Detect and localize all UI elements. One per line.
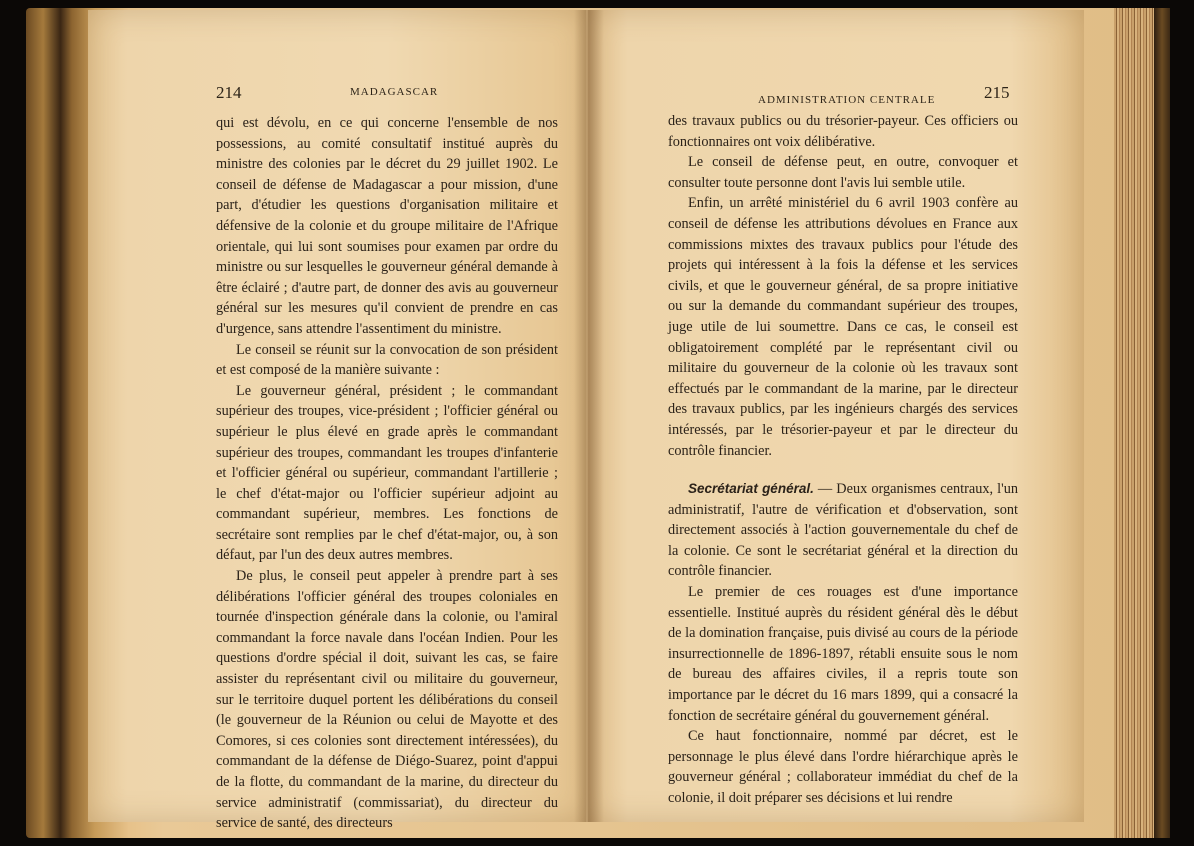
paragraph: qui est dévolu, en ce qui concerne l'ensemble de nos possessions, au comité consultatif institué auprès du ministre des colonies par le décret du 29 juillet 1902. Le conseil de défense de Madagascar a pour mission, d'une part, d'étudier les questions d'organisation militaire et défensive de la colonie et du groupe militaire de l'Afrique orientale, qui lui sont soumises pour examen par ordre du ministre ou sur lesquelles le gouverneur général demande à être éclairé ; d'autre part, de donner des avis au gouverneur général sur les mesures qu'il convient de prendre en cas d'urgence, sans attendre l'assentiment du ministre. — [216, 115, 558, 337]
paragraph: Le premier de ces rouages est d'une importance essentielle. Institué auprès du résident général dès le début de la domination française, puis divisé au cours de la période insurrectionnelle de 1896-1897, rétabli ensuite sous le nom de bureau des affaires civiles, il a repris toute son importance par le décret du 16 mars 1899, qui a consacré la fonction de secrétaire général du gouvernement général. — [668, 584, 1018, 724]
paragraph: Le gouverneur général, président ; le commandant supérieur des troupes, vice-président ; l'officier général ou supérieur le plus élevé en grade après le commandant supérieur des troupes, commandant les troupes d'infanterie et l'officier général ou supérieur, commandant l'artillerie ; le chef d'état-major ou l'officier supérieur adjoint au commandant supérieur, membres. Les fonctions de secrétaire sont remplies par le chef d'état-major, ou, à son défaut, par l'un des deux autres membres. — [216, 382, 558, 564]
right-page-number: 215 — [984, 83, 1010, 102]
book-cover-edge — [1154, 8, 1170, 838]
left-running-head: MADAGASCAR — [350, 86, 439, 98]
left-page-number: 214 — [216, 83, 242, 102]
paragraph: Le conseil se réunit sur la convocation de son président et est composé de la manière suivante : — [216, 341, 558, 379]
book-gutter — [574, 10, 604, 822]
right-running-head: ADMINISTRATION CENTRALE — [758, 94, 936, 106]
paragraph: De plus, le conseil peut appeler à prendre part à ses délibérations l'officier général des troupes coloniales en tournée d'inspection générale dans la colonie, ou l'amiral commandant la force navale dans l'océan Indien. Pour les questions d'ordre spécial il doit, suivant les cas, se faire assister du représentant civil ou militaire du gouverneur, sur le territoire duquel portent les délibérations du conseil (le gouverneur de la Réunion ou celui de Mayotte et des Comores, si ces colonies sont directement intéressées), du commandant de la défense de Diégo-Suarez, point d'appui de la flotte, du commandant de la marine, du directeur du service administratif (commissariat), du directeur du service de santé, des directeurs — [216, 568, 558, 832]
right-page-text — [668, 111, 1018, 809]
paragraph: Le conseil de défense peut, en outre, convoquer et consulter toute personne dont l'avis lui semble utile. — [668, 154, 1018, 191]
section-paragraph — [668, 479, 1018, 582]
paragraph: Enfin, un arrêté ministériel du 6 avril 1903 confère au conseil de défense les attributions dévolues en France aux commissions mixtes des travaux publics pour l'étude des projets qui intéressent à la fois la défense et les services civils, et que le gouverneur général, de sa propre initiative ou sur la demande du commandant supérieur des troupes, juge utile de lui soumettre. Dans ce cas, le conseil est obligatoirement complété par le représentant civil ou militaire du gouverneur de la colonie où les travaux sont effectués par le commandant de la marine, par le directeur des travaux publics, par les ingénieurs chargés des services intéressés, par le trésorier-payeur et par le directeur du contrôle financier. — [668, 195, 1018, 459]
paragraph: des travaux publics ou du trésorier-payeur. Ces officiers ou fonctionnaires ont voix délibérative. — [668, 113, 1018, 150]
section-heading: Secrétariat général. — [688, 481, 814, 497]
paragraph: Ce haut fonctionnaire, nommé par décret, est le personnage le plus élevé dans l'ordre hiérarchique après le gouverneur général ; collaborateur immédiat du chef de la colonie, il doit préparer ses décisions et lui rendre — [668, 728, 1018, 806]
left-page-text — [216, 113, 558, 834]
section-intro: — Deux organismes centraux, l'un administratif, l'autre de vérification et d'observation, sont directement associés à l'action gouvernementale du chef de la colonie. Ce sont le secrétariat général et la direction du contrôle financier. — [668, 481, 1018, 580]
